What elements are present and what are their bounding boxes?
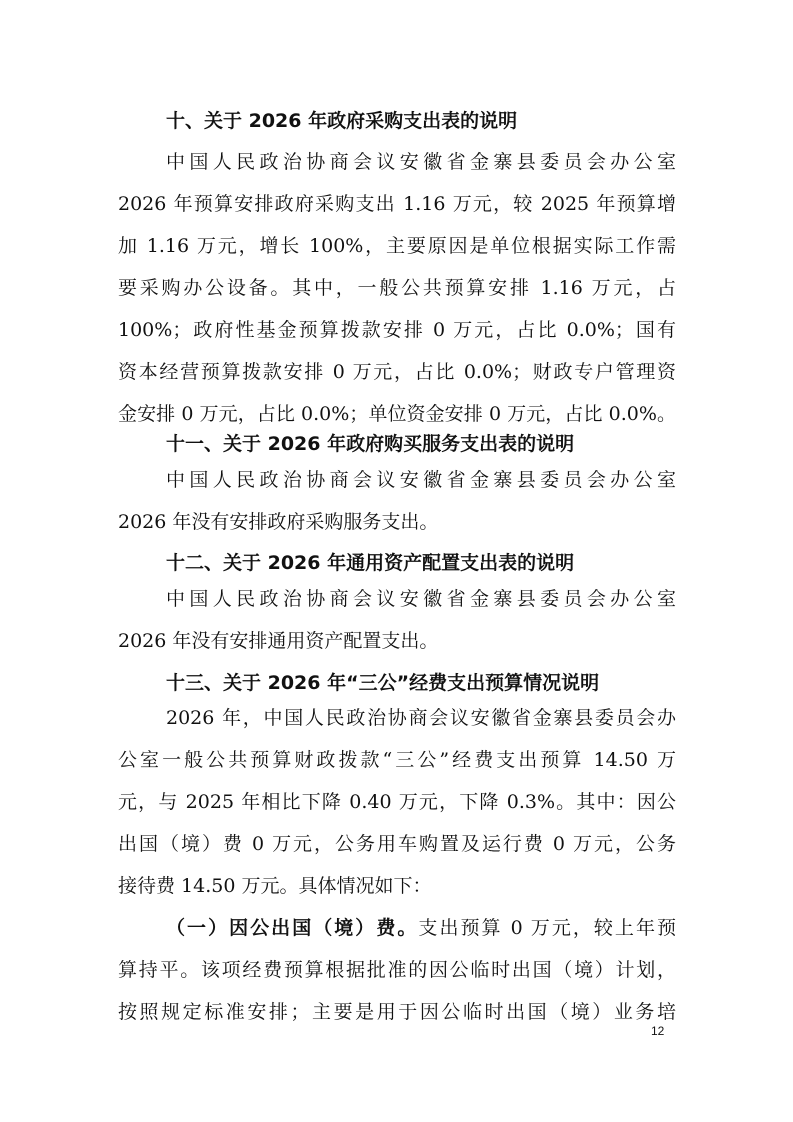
subsection-1-title: （一）因公出国（境）费。 (166, 917, 419, 939)
body-line: 中国人民政治协商会议安徽省金寨县委员会办公室 (166, 469, 676, 491)
section-10-body (118, 141, 676, 435)
section-13-heading: 十三、关于 2026 年“三公”经费支出预算情况说明 (166, 672, 600, 694)
body-line: 2026 年预算安排政府采购支出 1.16 万元，较 2025 年预算增 (118, 193, 676, 215)
page-number: 12 (651, 1024, 665, 1038)
body-line: 100%；政府性基金预算拨款安排 0 万元，占比 0.0%；国有 (118, 319, 676, 341)
body-line: 2026 年没有安排通用资产配置支出。 (118, 630, 439, 652)
body-line: 算持平。该项经费预算根据批准的因公临时出国（境）计划， (118, 959, 676, 981)
subsection-1-lead-text: 支出预算 0 万元，较上年预 (418, 917, 676, 939)
body-line: 公室一般公共预算财政拨款“三公”经费支出预算 14.50 万 (118, 749, 676, 771)
section-10-heading: 十、关于 2026 年政府采购支出表的说明 (166, 110, 518, 132)
body-line: 加 1.16 万元，增长 100%，主要原因是单位根据实际工作需 (118, 235, 676, 257)
body-line: 元，与 2025 年相比下降 0.40 万元，下降 0.3%。其中：因公 (118, 791, 676, 813)
body-line: 要采购办公设备。其中，一般公共预算安排 1.16 万元，占 (118, 277, 676, 299)
body-line: 按照规定标准安排；主要是用于因公临时出国（境）业务培 (118, 1001, 676, 1023)
body-line: 金安排 0 万元，占比 0.0%；单位资金安排 0 万元，占比 0.0%。 (118, 403, 676, 425)
body-line: 2026 年，中国人民政治协商会议安徽省金寨县委员会办 (166, 707, 676, 729)
subsection-1-lead-line (118, 907, 676, 949)
body-line: 接待费 14.50 万元。具体情况如下： (118, 875, 432, 897)
body-line: 出国（境）费 0 万元，公务用车购置及运行费 0 万元，公务 (118, 833, 676, 855)
section-11-body (118, 459, 676, 543)
body-line: 中国人民政治协商会议安徽省金寨县委员会办公室 (166, 151, 676, 173)
section-13-body (118, 697, 676, 1033)
section-12-body (118, 578, 676, 662)
body-line: 资本经营预算拨款安排 0 万元，占比 0.0%；财政专户管理资 (118, 361, 676, 383)
section-12-heading: 十二、关于 2026 年通用资产配置支出表的说明 (166, 552, 575, 574)
body-line: 中国人民政治协商会议安徽省金寨县委员会办公室 (166, 588, 676, 610)
section-11-heading: 十一、关于 2026 年政府购买服务支出表的说明 (166, 433, 575, 455)
body-line: 2026 年没有安排政府采购服务支出。 (118, 511, 439, 533)
